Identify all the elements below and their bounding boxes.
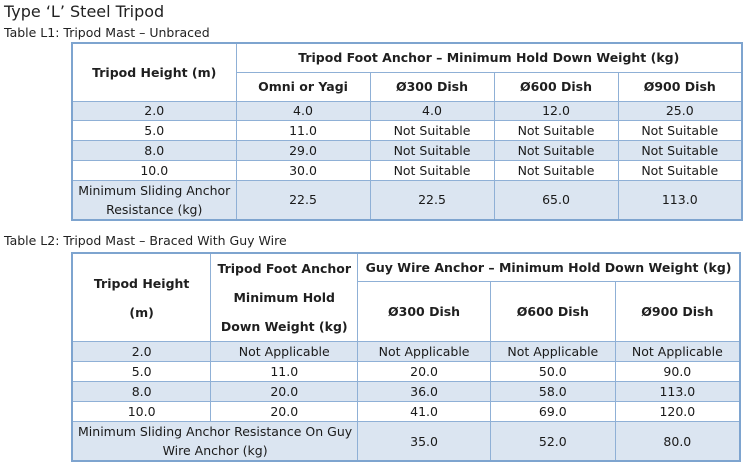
foot-cell: Not Applicable xyxy=(211,342,358,362)
column-header: Ø300 Dish xyxy=(358,282,491,342)
value-cell: Not Suitable xyxy=(618,160,742,180)
group-header-guy-wire: Guy Wire Anchor – Minimum Hold Down Weight (kg) xyxy=(358,253,740,282)
foot-header-line: Minimum Hold xyxy=(233,290,335,305)
foot-header-line: Tripod Foot Anchor xyxy=(217,261,352,276)
column-header: Omni or Yagi xyxy=(236,72,370,101)
value-cell: 90.0 xyxy=(615,362,740,382)
row-header-line: Tripod Height xyxy=(93,275,190,291)
height-cell: 5.0 xyxy=(72,120,236,140)
footer-label: Minimum Sliding Anchor Resistance On Guy Wire Anchor (kg) xyxy=(72,422,358,462)
footer-value: 113.0 xyxy=(618,180,742,220)
column-header: Ø900 Dish xyxy=(618,72,742,101)
value-cell: Not Applicable xyxy=(490,342,615,362)
height-cell: 10.0 xyxy=(72,402,211,422)
value-cell: Not Suitable xyxy=(494,160,618,180)
row-header-tripod-height: Tripod Height (m) xyxy=(72,43,236,101)
table-row xyxy=(72,140,742,160)
value-cell: 120.0 xyxy=(615,402,740,422)
value-cell: 25.0 xyxy=(618,101,742,120)
table-row xyxy=(72,342,740,362)
table-l1-caption: Table L1: Tripod Mast – Unbraced xyxy=(4,25,210,40)
value-cell: 11.0 xyxy=(236,120,370,140)
table-row xyxy=(72,101,742,120)
table-row xyxy=(72,402,740,422)
foot-header-line: Down Weight (kg) xyxy=(220,319,348,334)
value-cell: Not Applicable xyxy=(358,342,491,362)
row-header-line: (m) xyxy=(129,304,154,320)
foot-anchor-header xyxy=(211,253,358,342)
value-cell: 20.0 xyxy=(358,362,491,382)
value-cell: 4.0 xyxy=(370,101,494,120)
height-cell: 5.0 xyxy=(72,362,211,382)
height-cell: 8.0 xyxy=(72,140,236,160)
value-cell: 36.0 xyxy=(358,382,491,402)
height-cell: 2.0 xyxy=(72,101,236,120)
foot-cell: 11.0 xyxy=(211,362,358,382)
group-header-foot-anchor: Tripod Foot Anchor – Minimum Hold Down Weight (kg) xyxy=(236,43,742,72)
height-cell: 2.0 xyxy=(72,342,211,362)
column-header: Ø600 Dish xyxy=(494,72,618,101)
foot-cell: 20.0 xyxy=(211,402,358,422)
value-cell: 30.0 xyxy=(236,160,370,180)
footer-value: 22.5 xyxy=(236,180,370,220)
value-cell: Not Suitable xyxy=(618,140,742,160)
footer-value: 22.5 xyxy=(370,180,494,220)
value-cell: 113.0 xyxy=(615,382,740,402)
value-cell: Not Suitable xyxy=(494,140,618,160)
table-l2 xyxy=(71,252,741,462)
value-cell: 12.0 xyxy=(494,101,618,120)
footer-value: 65.0 xyxy=(494,180,618,220)
value-cell: 41.0 xyxy=(358,402,491,422)
table-row xyxy=(72,120,742,140)
footer-value: 35.0 xyxy=(358,422,491,462)
value-cell: 4.0 xyxy=(236,101,370,120)
page-title: Type ‘L’ Steel Tripod xyxy=(4,2,165,21)
value-cell: Not Suitable xyxy=(370,140,494,160)
table-l2-caption: Table L2: Tripod Mast – Braced With Guy Wire xyxy=(4,233,287,248)
height-cell: 8.0 xyxy=(72,382,211,402)
column-header: Ø900 Dish xyxy=(615,282,740,342)
value-cell: Not Suitable xyxy=(370,120,494,140)
value-cell: 58.0 xyxy=(490,382,615,402)
table-footer-row xyxy=(72,422,740,462)
value-cell: 50.0 xyxy=(490,362,615,382)
table-row xyxy=(72,382,740,402)
value-cell: Not Suitable xyxy=(370,160,494,180)
value-cell: Not Suitable xyxy=(494,120,618,140)
table-row xyxy=(72,160,742,180)
footer-value: 80.0 xyxy=(615,422,740,462)
footer-label: Minimum Sliding Anchor Resistance (kg) xyxy=(72,180,236,220)
value-cell: Not Applicable xyxy=(615,342,740,362)
table-l1 xyxy=(71,42,743,221)
value-cell: 29.0 xyxy=(236,140,370,160)
footer-value: 52.0 xyxy=(490,422,615,462)
row-header-tripod-height xyxy=(72,253,211,342)
table-row xyxy=(72,362,740,382)
column-header: Ø300 Dish xyxy=(370,72,494,101)
column-header: Ø600 Dish xyxy=(490,282,615,342)
table-footer-row xyxy=(72,180,742,220)
value-cell: 69.0 xyxy=(490,402,615,422)
foot-cell: 20.0 xyxy=(211,382,358,402)
value-cell: Not Suitable xyxy=(618,120,742,140)
height-cell: 10.0 xyxy=(72,160,236,180)
